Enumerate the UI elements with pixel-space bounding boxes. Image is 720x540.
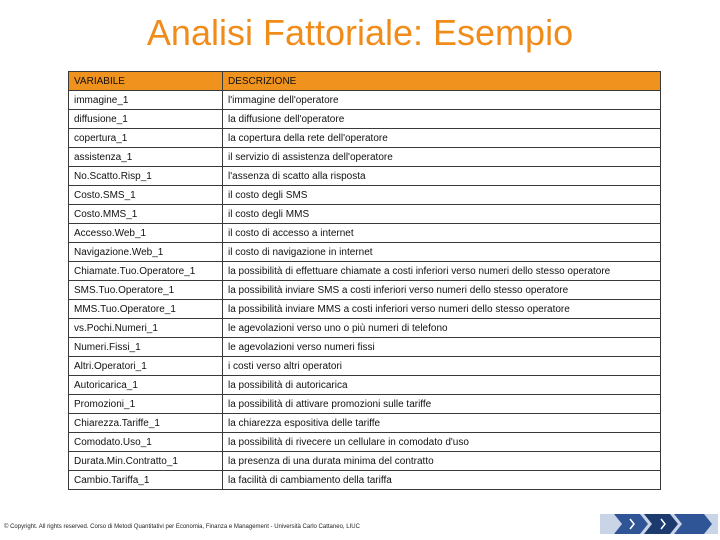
table-row [69,414,661,433]
variable-name-cell: Chiarezza.Tariffe_1 [69,414,223,433]
variable-description-cell: la copertura della rete dell'operatore [223,129,661,148]
variable-description-cell: la possibilità di autoricarica [223,376,661,395]
variable-name-cell: vs.Pochi.Numeri_1 [69,319,223,338]
variable-description-cell: il costo di navigazione in internet [223,243,661,262]
variable-name-cell: Costo.SMS_1 [69,186,223,205]
table-row [69,281,661,300]
table-header-row [69,72,661,91]
variable-name-cell: Autoricarica_1 [69,376,223,395]
table-row [69,224,661,243]
variable-description-cell: l'immagine dell'operatore [223,91,661,110]
table-row [69,167,661,186]
variable-description-cell: i costi verso altri operatori [223,357,661,376]
table-row [69,110,661,129]
variable-description-cell: il costo degli SMS [223,186,661,205]
table-row [69,205,661,224]
variable-name-cell: Comodato.Uso_1 [69,433,223,452]
variable-description-cell: la possibilità di attivare promozioni sulle tariffe [223,395,661,414]
variable-description-cell: la possibilità di rivecere un cellulare in comodato d'uso [223,433,661,452]
variables-table [68,71,661,490]
variable-name-cell: Promozioni_1 [69,395,223,414]
table-row [69,433,661,452]
variable-name-cell: MMS.Tuo.Operatore_1 [69,300,223,319]
variable-description-cell: la possibilità inviare MMS a costi inferiori verso numeri dello stesso operatore [223,300,661,319]
table-row [69,91,661,110]
variable-name-cell: diffusione_1 [69,110,223,129]
table-row [69,376,661,395]
variable-name-cell: Numeri.Fissi_1 [69,338,223,357]
slide-navigation[interactable] [600,510,718,538]
variable-name-cell: Chiamate.Tuo.Operatore_1 [69,262,223,281]
variable-description-cell: il costo di accesso a internet [223,224,661,243]
variable-name-cell: copertura_1 [69,129,223,148]
variable-description-cell: la presenza di una durata minima del contratto [223,452,661,471]
variable-description-cell: la possibilità di effettuare chiamate a costi inferiori verso numeri dello stesso operatore [223,262,661,281]
table-row [69,262,661,281]
table-row [69,452,661,471]
table-row [69,186,661,205]
page-title: Analisi Fattoriale: Esempio [146,12,574,53]
table-row [69,471,661,490]
header-variabile: VARIABILE [69,72,223,91]
variable-name-cell: SMS.Tuo.Operatore_1 [69,281,223,300]
table-row [69,357,661,376]
variable-name-cell: immagine_1 [69,91,223,110]
variable-description-cell: le agevolazioni verso uno o più numeri di telefono [223,319,661,338]
variable-description-cell: l'assenza di scatto alla risposta [223,167,661,186]
variable-name-cell: Accesso.Web_1 [69,224,223,243]
variable-description-cell: la chiarezza espositiva delle tariffe [223,414,661,433]
variable-name-cell: assistenza_1 [69,148,223,167]
table-row [69,319,661,338]
table-row [69,338,661,357]
copyright-footer: © Copyright. All rights reserved. Corso di Metodi Quantitativi per Economia, Finanza e Management - Università Carlo Cattaneo, LIUC [4,524,360,530]
variable-name-cell: Costo.MMS_1 [69,205,223,224]
table-row [69,129,661,148]
variable-description-cell: la facilità di cambiamento della tariffa [223,471,661,490]
variable-name-cell: Cambio.Tariffa_1 [69,471,223,490]
table-row [69,300,661,319]
variable-description-cell: il servizio di assistenza dell'operatore [223,148,661,167]
variable-name-cell: Altri.Operatori_1 [69,357,223,376]
variable-name-cell: Durata.Min.Contratto_1 [69,452,223,471]
variable-description-cell: il costo degli MMS [223,205,661,224]
variable-description-cell: la diffusione dell'operatore [223,110,661,129]
table-row [69,395,661,414]
table-row [69,148,661,167]
variable-name-cell: No.Scatto.Risp_1 [69,167,223,186]
variable-name-cell: Navigazione.Web_1 [69,243,223,262]
variable-description-cell: la possibilità inviare SMS a costi inferiori verso numeri dello stesso operatore [223,281,661,300]
header-descrizione: DESCRIZIONE [223,72,661,91]
variable-description-cell: le agevolazioni verso numeri fissi [223,338,661,357]
table-row [69,243,661,262]
